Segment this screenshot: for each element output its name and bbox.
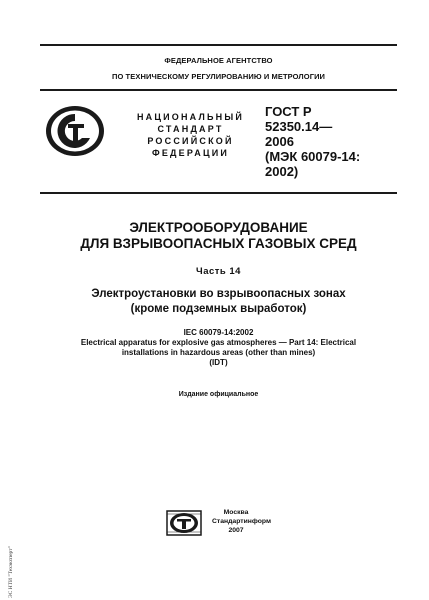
publisher-logo-icon (165, 508, 203, 538)
national-line-2: СТАНДАРТ (157, 124, 224, 134)
agency-line-1: ФЕДЕРАЛЬНОЕ АГЕНТСТВО (164, 56, 273, 65)
official-edition-label: Издание официальное (178, 391, 259, 398)
mid-rule (40, 192, 397, 194)
iec-idt: (IDT) (209, 358, 228, 367)
national-line-3: РОССИЙСКОЙ (147, 136, 234, 146)
gost-code-line-1: ГОСТ Р (265, 104, 312, 119)
subtitle-line-1: Электроустановки во взрывоопасных зонах (91, 288, 346, 300)
gost-code-line-3: 2006 (265, 134, 294, 149)
document-title-line-2: ДЛЯ ВЗРЫВООПАСНЫХ ГАЗОВЫХ СРЕД (80, 236, 357, 251)
publisher-name: Стандартинформ (212, 518, 271, 525)
document-title-line-1: ЭЛЕКТРООБОРУДОВАНИЕ (129, 220, 308, 235)
gost-code-line-2: 52350.14— (265, 119, 333, 134)
top-rule (40, 44, 397, 46)
subtitle-line-2: (кроме подземных выработок) (130, 303, 307, 315)
gost-code-line-4: (МЭК 60079-14: (265, 149, 361, 164)
rst-logo-icon (44, 104, 106, 158)
header-rule (40, 89, 397, 91)
publisher-city: Москва (223, 509, 249, 516)
gost-code-block (265, 104, 360, 179)
part-number: Часть 14 (196, 266, 241, 277)
iec-english-line-1: Electrical apparatus for explosive gas atmospheres — Part 14: Electrical (80, 338, 357, 347)
agency-line-2: ПО ТЕХНИЧЕСКОМУ РЕГУЛИРОВАНИЮ И МЕТРОЛОГИИ (111, 72, 326, 81)
side-stamp: ЭС НТИ "Техэксперт" (8, 546, 14, 598)
publisher-year: 2007 (228, 527, 244, 534)
gost-code-line-5: 2002) (265, 164, 299, 179)
publisher-block (212, 508, 271, 535)
national-line-4: ФЕДЕРАЦИИ (151, 148, 230, 158)
national-line-1: НАЦИОНАЛЬНЫЙ (136, 112, 245, 122)
iec-code: IEC 60079-14:2002 (183, 328, 254, 337)
iec-english-line-2: installations in hazardous areas (other than mines) (121, 348, 316, 357)
